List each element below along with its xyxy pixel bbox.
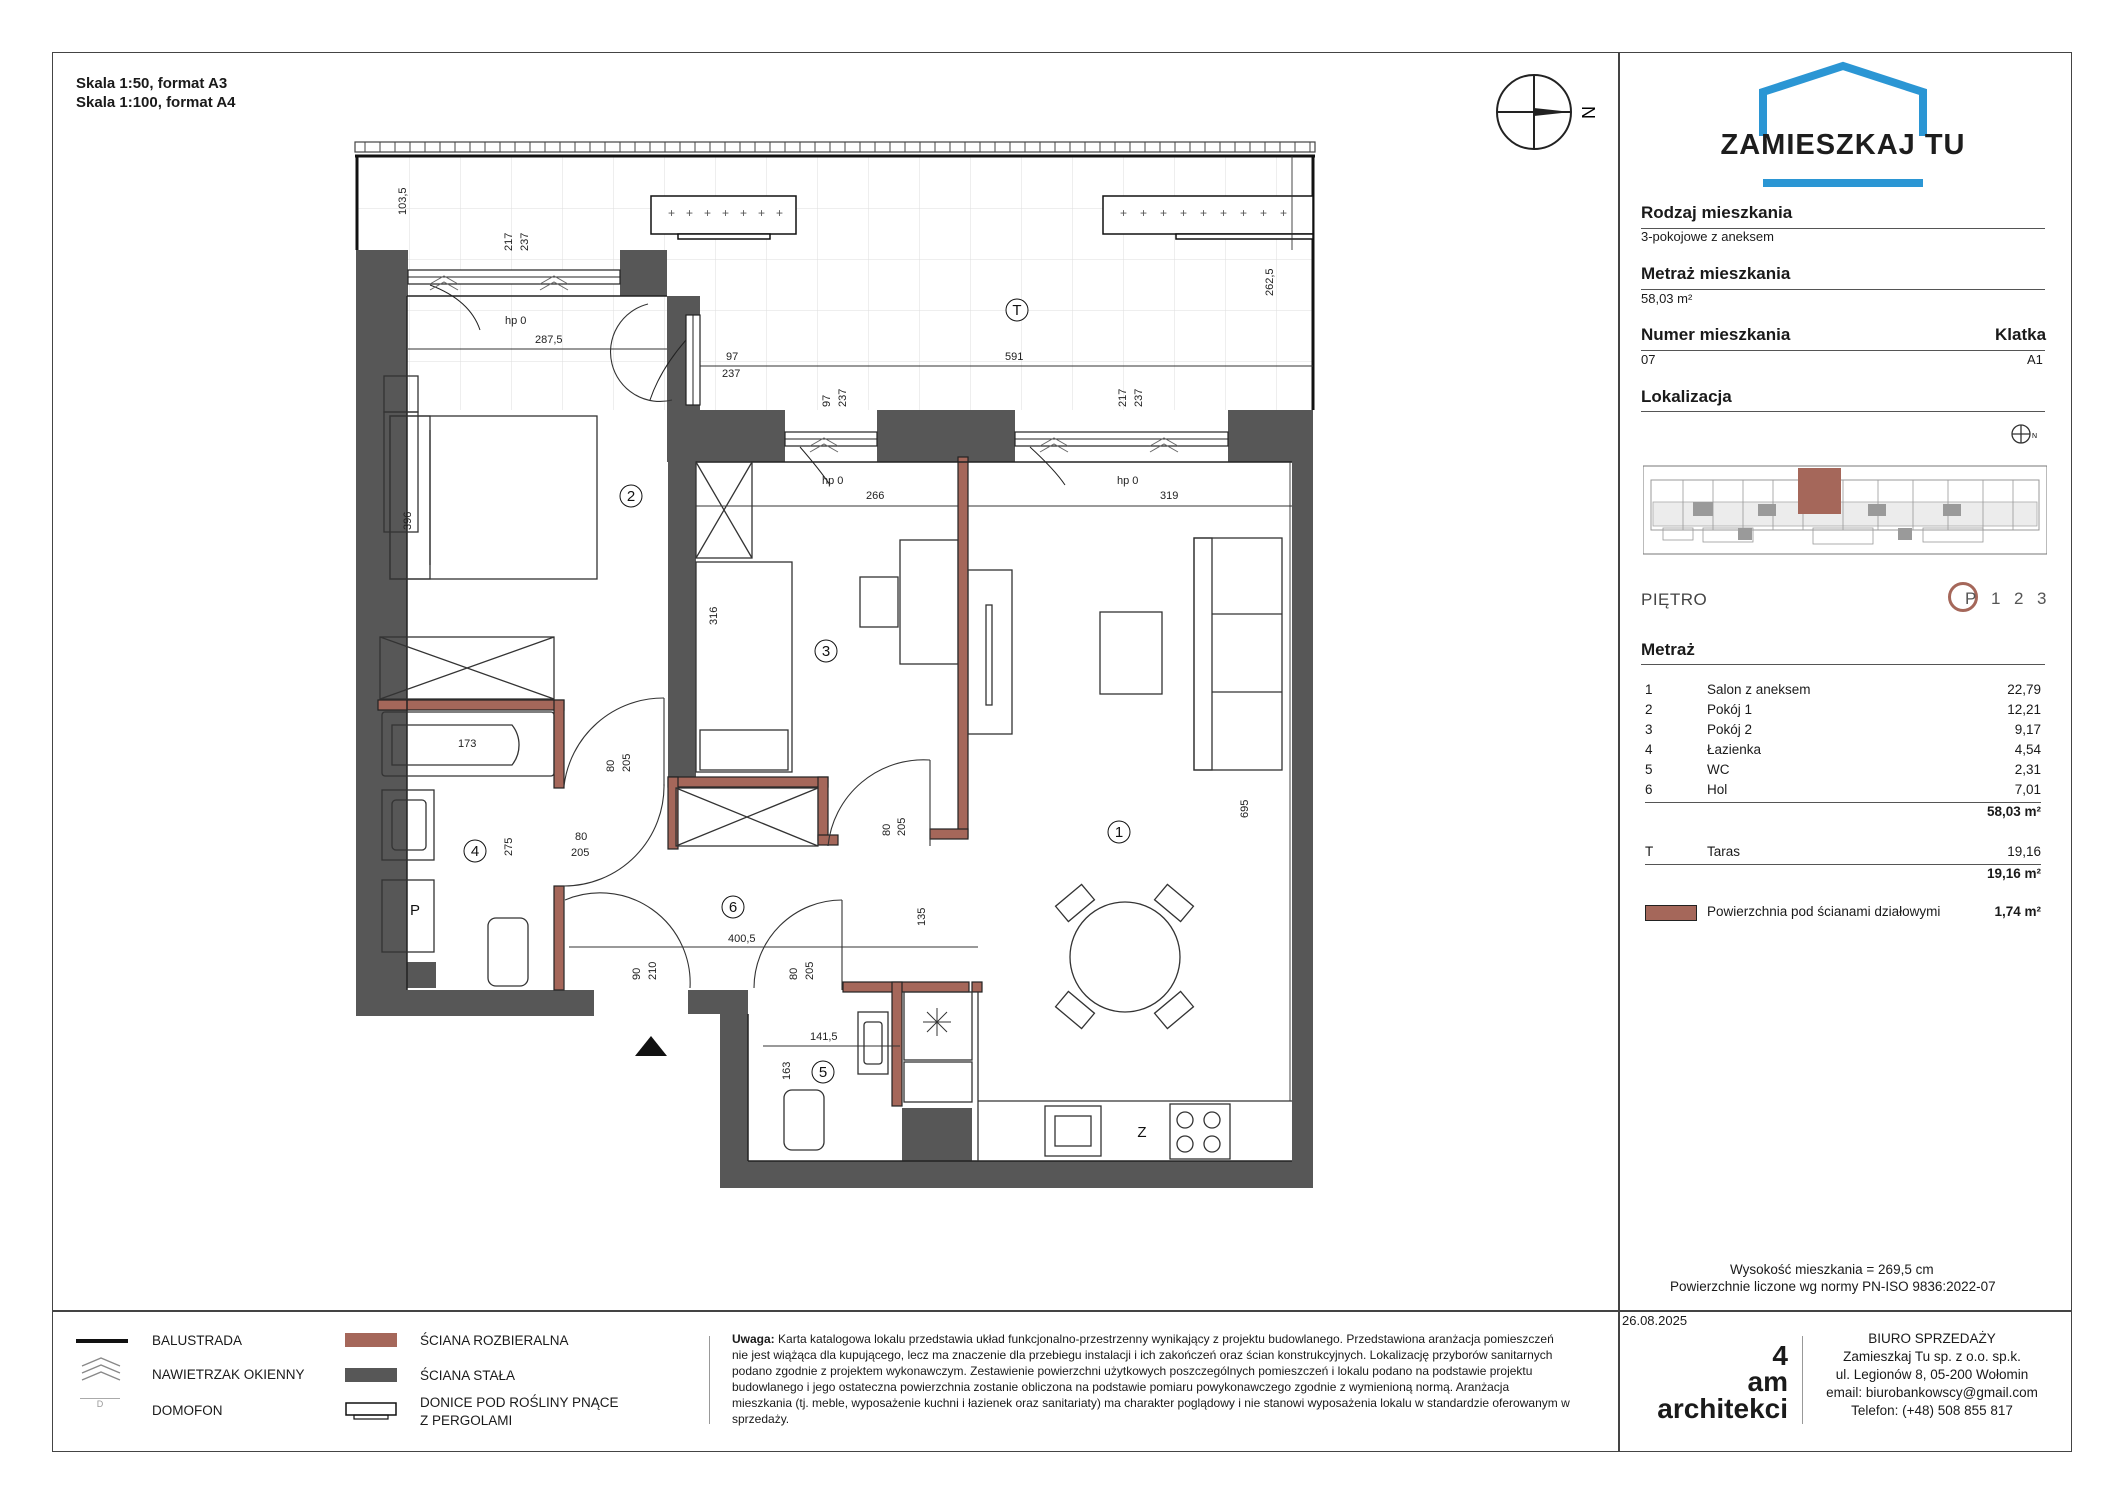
room-marker-1: 1 [1114, 824, 1124, 841]
scale-a3: Skala 1:50, format A3 [76, 75, 228, 92]
stair-label: Klatka [1995, 325, 2047, 344]
terrace-marker: T [1012, 302, 1022, 319]
svg-text:+: + [776, 206, 784, 220]
date: 26.08.2025 [1622, 1313, 1688, 1328]
intercom-icon: D [80, 1398, 120, 1413]
partition-swatch [1645, 905, 1697, 921]
svg-text:80: 80 [605, 759, 617, 772]
legend-balustrade-label: BALUSTRADA [152, 1333, 243, 1348]
floor-selector [1948, 582, 2048, 616]
svg-text:+: + [1240, 206, 1248, 220]
brand-name: ZAMIESZKAJ TU [1720, 129, 1966, 161]
svg-text:+: + [722, 206, 730, 220]
svg-text:217: 217 [503, 232, 515, 251]
svg-text:591: 591 [1005, 351, 1024, 363]
room-marker-5: 5 [818, 1064, 828, 1081]
room-area-table [1645, 682, 2045, 1022]
svg-text:135: 135 [916, 907, 928, 926]
svg-text:+: + [1140, 206, 1148, 220]
svg-text:80: 80 [881, 823, 893, 836]
table-row: 2 Pokój 1 12,21 [1645, 702, 2041, 717]
table-row: 4 Łazienka 4,54 [1645, 742, 2041, 757]
table-row: 3 Pokój 2 9,17 [1645, 722, 2041, 737]
svg-text:163: 163 [781, 1061, 793, 1080]
terrace-total: 19,16 m² [1986, 866, 2041, 881]
sales-office: BIURO SPRZEDAŻY Zamieszkaj Tu sp. z o.o. sp.k. ul. Legionów 8, 05-200 Wołomin email: biurobankowscy@gmail.com Telefon: (+48) 508 855 817 [1826, 1331, 2038, 1418]
svg-text:+: + [1220, 206, 1228, 220]
svg-text:210: 210 [647, 961, 659, 980]
svg-text:103,5: 103,5 [397, 187, 409, 215]
svg-text:+: + [1180, 206, 1188, 220]
apartment-type-label: Rodzaj mieszkania [1641, 203, 1793, 222]
location-map [1643, 462, 2047, 560]
svg-text:205: 205 [896, 817, 908, 836]
compass-north-label: N [1578, 106, 1598, 119]
svg-text:237: 237 [837, 388, 849, 407]
apartment-area-label: Metraż mieszkania [1641, 264, 1791, 283]
planter-icon [344, 1400, 400, 1422]
svg-text:hp 0: hp 0 [822, 475, 844, 487]
floor-label: PIĘTRO [1641, 590, 1708, 609]
location-label: Lokalizacja [1641, 387, 1732, 406]
office-separator [1802, 1336, 1803, 1424]
height-info: Wysokość mieszkania = 269,5 cm [1730, 1262, 1934, 1277]
svg-text:+: + [704, 206, 712, 220]
svg-text:400,5: 400,5 [728, 933, 756, 945]
brand-logo [1715, 60, 1975, 200]
svg-text:+: + [1160, 206, 1168, 220]
svg-text:275: 275 [503, 837, 515, 856]
room-marker-6: 6 [728, 899, 738, 916]
apartment-type-value: 3-pokojowe z aneksem [1641, 229, 1774, 244]
svg-text:+: + [1200, 206, 1208, 220]
table-row: 5 WC 2,31 [1645, 762, 2041, 777]
svg-text:316: 316 [708, 606, 720, 625]
floor-option-p[interactable]: P [1965, 589, 1977, 608]
room-marker-4: 4 [470, 843, 480, 860]
svg-text:266: 266 [866, 490, 885, 502]
svg-text:80: 80 [575, 831, 588, 843]
disclaimer-note: Uwaga: Karta katalogowa lokalu przedstawia układ funkcjonalno-przestrzenny wynikający z projektu budowlanego. Przedstawiona aranżacja pomieszczeń nie jest wiążąca dla kupującego, lecz ma znaczenie dla przebiegu instalacji i ich zakończeń oraz ścian konstrukcyjnych. Lokalizację przyborów sanitarnych podano zgodnie z projektem wykonawczym. Zestawienie powierzchni użytkowych poszczególnych pomieszczeń i lokalu podano na podstawie projektu budowlanego i jego ostateczna powierzchnia zostanie obliczona na podstawie pomiaru powykonawczego zgodnie z wymienioną normą. Aranżacja mieszkania (tj. meble, wyposażenie kuchni i łazienek oraz sanitariaty) ma charakter poglądowy i nie stanowi wyposażenia lokalu w standardzie oferowanym w sprzedaży. [732, 1332, 1570, 1426]
terrace-row: T Taras 19,16 [1645, 844, 2041, 865]
svg-text:319: 319 [1160, 490, 1179, 502]
location-compass-icon [2010, 422, 2038, 446]
legend-trickle-vent-label: NAWIETRZAK OKIENNY [152, 1367, 305, 1382]
svg-text:173: 173 [458, 738, 477, 750]
legend-balustrade-symbol [76, 1339, 128, 1343]
legend-removable-wall-swatch [345, 1333, 397, 1347]
partition-area-row: Powierzchnia pod ścianami działowymi 1,74 m² [1645, 904, 2041, 924]
svg-text:695: 695 [1239, 799, 1251, 818]
svg-text:97: 97 [726, 351, 739, 363]
apartment-number-value: 07 [1641, 352, 1656, 367]
svg-text:hp 0: hp 0 [1117, 475, 1139, 487]
metraz-label: Metraż [1641, 640, 1695, 659]
svg-text:80: 80 [788, 967, 800, 980]
svg-text:217: 217 [1117, 388, 1129, 407]
legend-divider [52, 1310, 2072, 1312]
svg-text:237: 237 [722, 368, 741, 380]
house-roof-icon [1763, 66, 1923, 136]
svg-text:205: 205 [571, 847, 590, 859]
svg-text:+: + [1260, 206, 1268, 220]
trickle-vent-icon [78, 1356, 124, 1386]
table-row: 6 Hol 7,01 [1645, 782, 2041, 803]
note-separator [709, 1336, 710, 1424]
svg-text:+: + [686, 206, 694, 220]
svg-text:+: + [1280, 206, 1288, 220]
svg-text:hp 0: hp 0 [505, 315, 527, 327]
rooms-total: 58,03 m² [1986, 804, 2041, 819]
legend-intercom-label: DOMOFON [152, 1403, 223, 1418]
table-row: 1 Salon z aneksem 22,79 [1645, 682, 2041, 697]
location-map-highlight [1798, 468, 1841, 514]
room-marker-2: 2 [626, 488, 636, 505]
floor-option-2[interactable]: 2 [2014, 589, 2024, 608]
svg-text:+: + [1120, 206, 1128, 220]
svg-text:+: + [758, 206, 766, 220]
svg-text:262,5: 262,5 [1264, 268, 1276, 296]
svg-text:N: N [2032, 433, 2038, 440]
svg-text:237: 237 [519, 232, 531, 251]
entrance-arrow-icon [635, 1036, 667, 1056]
svg-text:205: 205 [621, 753, 633, 772]
svg-text:+: + [740, 206, 748, 220]
floor-option-3[interactable]: 3 [2037, 589, 2047, 608]
norm-info: Powierzchnie liczone wg normy PN-ISO 9836:2022-07 [1670, 1279, 1996, 1294]
legend-removable-wall-label: ŚCIANA ROZBIERALNA [420, 1333, 569, 1348]
kitchen-mark: Z [1137, 1124, 1147, 1141]
washer-mark: P [409, 902, 421, 919]
stair-value: A1 [2027, 352, 2043, 367]
svg-text:287,5: 287,5 [535, 334, 563, 346]
svg-text:237: 237 [1133, 388, 1145, 407]
svg-text:+: + [668, 206, 676, 220]
title-block-divider [1618, 52, 1620, 1452]
svg-text:396: 396 [402, 511, 414, 530]
svg-text:97: 97 [821, 394, 833, 407]
apartment-area-value: 58,03 m² [1641, 291, 1693, 306]
legend-planters-label: DONICE POD ROŚLINY PNĄCE Z PERGOLAMI [420, 1395, 619, 1428]
svg-text:205: 205 [804, 961, 816, 980]
architects-logo: 4 am architekci [1657, 1340, 1788, 1424]
svg-text:90: 90 [631, 967, 643, 980]
svg-text:141,5: 141,5 [810, 1031, 838, 1043]
apartment-number-label: Numer mieszkania [1641, 325, 1791, 344]
room-marker-3: 3 [821, 643, 831, 660]
floor-option-1[interactable]: 1 [1991, 589, 2001, 608]
legend-fixed-wall-label: ŚCIANA STAŁA [420, 1368, 516, 1383]
scale-a4: Skala 1:100, format A4 [76, 94, 236, 111]
legend-fixed-wall-swatch [345, 1368, 397, 1382]
